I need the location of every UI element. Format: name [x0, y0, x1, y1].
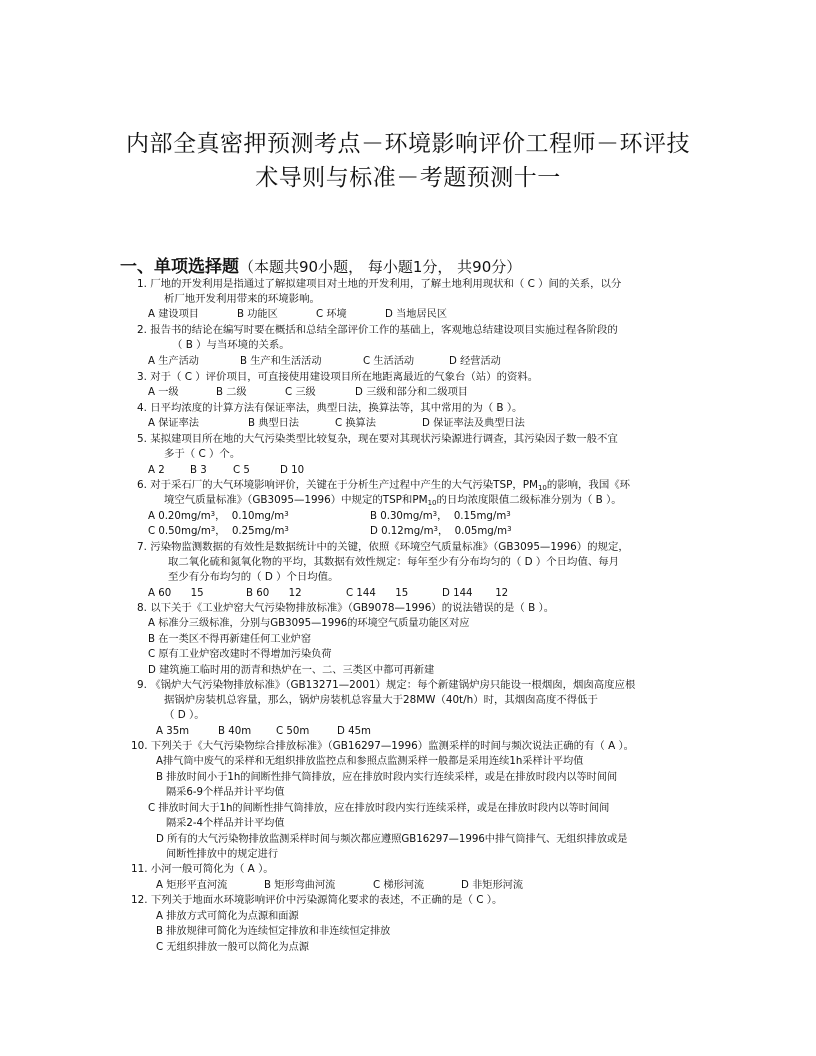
- question-number: 10.: [131, 740, 148, 752]
- question-text: 厂地的开发利用是指通过了解拟建项目对土地的开发利用，了解土地利用现状和（ C ）间的关系，以分: [150, 278, 622, 290]
- section-note: （本题共90小题， 每小题1分， 共90分）: [239, 258, 522, 276]
- question-number: 8.: [137, 602, 147, 614]
- question-text-cont: 据锅炉房装机总容量，那么，锅炉房装机总容量大于28MW（40t/h）时，其烟囱高度不得低于: [164, 694, 598, 706]
- question-text: 以下关于《工业炉窑大气污染物排放标准》（GB9078—1996）的说法错误的是（ B ）。: [150, 602, 555, 614]
- question-text-cont: 析厂地开发利用带来的环境影响。: [164, 293, 320, 305]
- question-number: 11.: [131, 863, 148, 875]
- option-d: D 非矩形河流: [461, 880, 524, 891]
- question-text: 小河一般可简化为（ A ）。: [150, 863, 274, 875]
- question-text: 下列关于地面水环境影响评价中污染源简化要求的表述，不正确的是（ C ）。: [150, 894, 503, 906]
- option-c: C 144 15: [346, 588, 409, 599]
- question-10: [131, 739, 634, 754]
- option-a: A 35m: [156, 726, 190, 737]
- question-number: 9.: [137, 679, 147, 691]
- question-text-cont: 至少有分布均匀的（ D ）个日均值。: [168, 571, 339, 583]
- option-a: A 标准分三级标准，分别与GB3095—1996的环境空气质量功能区对应: [148, 618, 470, 629]
- section-heading: [120, 252, 521, 277]
- option-a: A 矩形平直河流: [156, 880, 228, 891]
- option-a: A排气筒中废气的采样和无组织排放监控点和参照点监测采样一般都是采用连续1h采样计平均值: [156, 756, 584, 767]
- option-d: D 45m: [337, 726, 371, 737]
- option-d-cont: 间断性排放中的规定进行: [166, 849, 279, 860]
- question-text: 的影响，我国《环: [546, 479, 630, 491]
- question-text-cont: （ D ）。: [164, 709, 205, 721]
- question-text-cont: （ B ）与当环境的关系。: [172, 339, 290, 351]
- question-5: [137, 432, 618, 447]
- question-text: 下列关于《大气污染物综合排放标准》（GB16297—1996）监测采样的时间与频次说法正确的有（ A ）。: [150, 740, 635, 752]
- option-b: B 3: [190, 465, 207, 476]
- document-title-line-2: 术导则与标准－考题预测十一: [255, 165, 561, 191]
- option-c: C 梯形河流: [373, 880, 425, 891]
- question-number: 5.: [137, 433, 147, 445]
- question-number: 4.: [137, 402, 147, 414]
- option-c: C 排放时间大于1h的间断性排气筒排放，应在排放时段内实行连续采样，或是在排放时段内以等时间间: [148, 803, 610, 814]
- question-number: 1.: [137, 278, 147, 290]
- option-b: B 矩形弯曲河流: [264, 880, 336, 891]
- option-d: D 144 12: [442, 588, 509, 599]
- question-text-cont: 境空气质量标准》（GB3095—1996）中规定的TSP和PM10的日均浓度限值二级标准分别为（ B ）。: [164, 494, 622, 507]
- option-d: D 经营活动: [449, 356, 501, 367]
- option-d: D 三级和部分和二级项目: [355, 387, 468, 398]
- question-text: 对于（ C ）评价项目，可直接使用建设项目所在地距离最近的气象台（站）的资料。: [150, 371, 539, 383]
- option-b: B 60 12: [246, 588, 302, 599]
- question-8: [137, 601, 554, 616]
- question-text: 《锅炉大气污染物排放标准》（GB13271—2001）规定：每个新建锅炉房只能设一根烟囱，烟囱高度应根: [150, 679, 636, 691]
- question-number: 3.: [137, 371, 147, 383]
- option-a: A 保证率法: [148, 418, 199, 429]
- question-text: 某拟建项目所在地的大气污染类型比较复杂，现在要对其现状污染源进行调查，其污染因子数一般不宜: [150, 433, 618, 445]
- option-d: D 保证率法及典型日法: [422, 418, 525, 429]
- question-4: [137, 401, 522, 416]
- option-c: C 无组织排放一般可以简化为点源: [156, 942, 309, 953]
- question-text: 对于采石厂的大气环境影响评价，关键在于分析生产过程中产生的大气污染TSP，PM: [150, 479, 538, 491]
- option-d: D 10: [280, 465, 305, 476]
- option-c-cont: 隔采2-4个样品并计平均值: [166, 818, 285, 829]
- question-7: [137, 540, 629, 555]
- question-text-cont: 取二氧化硫和氮氧化物的平均，其数据有效性规定：每年至少有分布均匀的（ D ）个日均值、每月: [168, 556, 620, 568]
- option-d: D 建筑施工临时用的沥青和热炉在一、二、三类区中都可再新建: [148, 665, 435, 676]
- question-number: 12.: [131, 894, 148, 906]
- option-b: B 生产和生活活动: [240, 356, 322, 367]
- option-d: D 所有的大气污染物排放监测采样时间与频次都应遵照GB16297—1996中排气筒排气、无组织排放或是: [156, 834, 628, 845]
- option-d: D 当地居民区: [385, 309, 448, 320]
- subscript: 10: [427, 499, 437, 507]
- option-c: C 环境: [316, 309, 347, 320]
- option-b: B 功能区: [237, 309, 278, 320]
- option-c: C 换算法: [335, 418, 376, 429]
- option-a: A 生产活动: [148, 356, 199, 367]
- question-6: [137, 478, 630, 494]
- subscript: 10: [537, 484, 547, 492]
- option-c: C 50m: [276, 726, 310, 737]
- question-number: 2.: [137, 324, 147, 336]
- question-9: [137, 678, 635, 693]
- option-a: A 排放方式可简化为点源和面源: [156, 911, 299, 922]
- option-a: A 60 15: [148, 588, 204, 599]
- option-a: A 2: [148, 465, 165, 476]
- option-b: B 排放规律可简化为连续恒定排放和非连续恒定排放: [156, 926, 391, 937]
- option-b: B 典型日法: [248, 418, 299, 429]
- option-b-cont: 隔采6-9个样品并计平均值: [166, 787, 285, 798]
- option-b: B 排放时间小于1h的间断性排气筒排放，应在排放时段内实行连续采样，或是在排放时段内以等时间间: [156, 772, 618, 783]
- question-text: 报告书的结论在编写时要在概括和总结全部评价工作的基础上，客观地总结建设项目实施过程各阶段的: [150, 324, 618, 336]
- option-b: B $0.30mg/m^3$， $0.15mg/m^3$: [370, 510, 511, 522]
- option-a: A 一级: [148, 387, 179, 398]
- question-text: 污染物监测数据的有效性是数据统计中的关键，依照《环境空气质量标准》（GB3095—1996）的规定，: [150, 541, 629, 553]
- option-b: B 40m: [218, 726, 252, 737]
- option-c: C 原有工业炉窑改建时不得增加污染负荷: [148, 649, 332, 660]
- question-1: [137, 277, 621, 292]
- option-d: D $0.12mg/m^3$， $0.05mg/m^3$: [370, 525, 512, 537]
- option-a: A 建设项目: [148, 309, 199, 320]
- question-text: 日平均浓度的计算方法有保证率法，典型日法，换算法等，其中常用的为（ B ）。: [150, 402, 523, 414]
- question-11: [131, 862, 274, 877]
- question-text-cont: 多于（ C ）个。: [164, 448, 241, 460]
- option-c: C $0.50mg/m^3$， $0.25mg/m^3$: [148, 525, 289, 537]
- document-title-line-1: 内部全真密押预测考点－环境影响评价工程师－环评技: [126, 131, 690, 157]
- option-b: B 二级: [216, 387, 247, 398]
- question-number: 6.: [137, 479, 147, 491]
- question-number: 7.: [137, 541, 147, 553]
- question-12: [131, 893, 502, 908]
- question-3: [137, 370, 538, 385]
- option-c: C 三级: [285, 387, 316, 398]
- option-c: C 5: [233, 465, 250, 476]
- section-title: 一、单项选择题: [120, 257, 239, 277]
- question-2: [137, 323, 618, 338]
- option-c: C 生活活动: [363, 356, 415, 367]
- option-a: A $0.20mg/m^3$， $0.10mg/m^3$: [148, 510, 289, 522]
- option-b: B 在一类区不得再新建任何工业炉窑: [148, 634, 312, 645]
